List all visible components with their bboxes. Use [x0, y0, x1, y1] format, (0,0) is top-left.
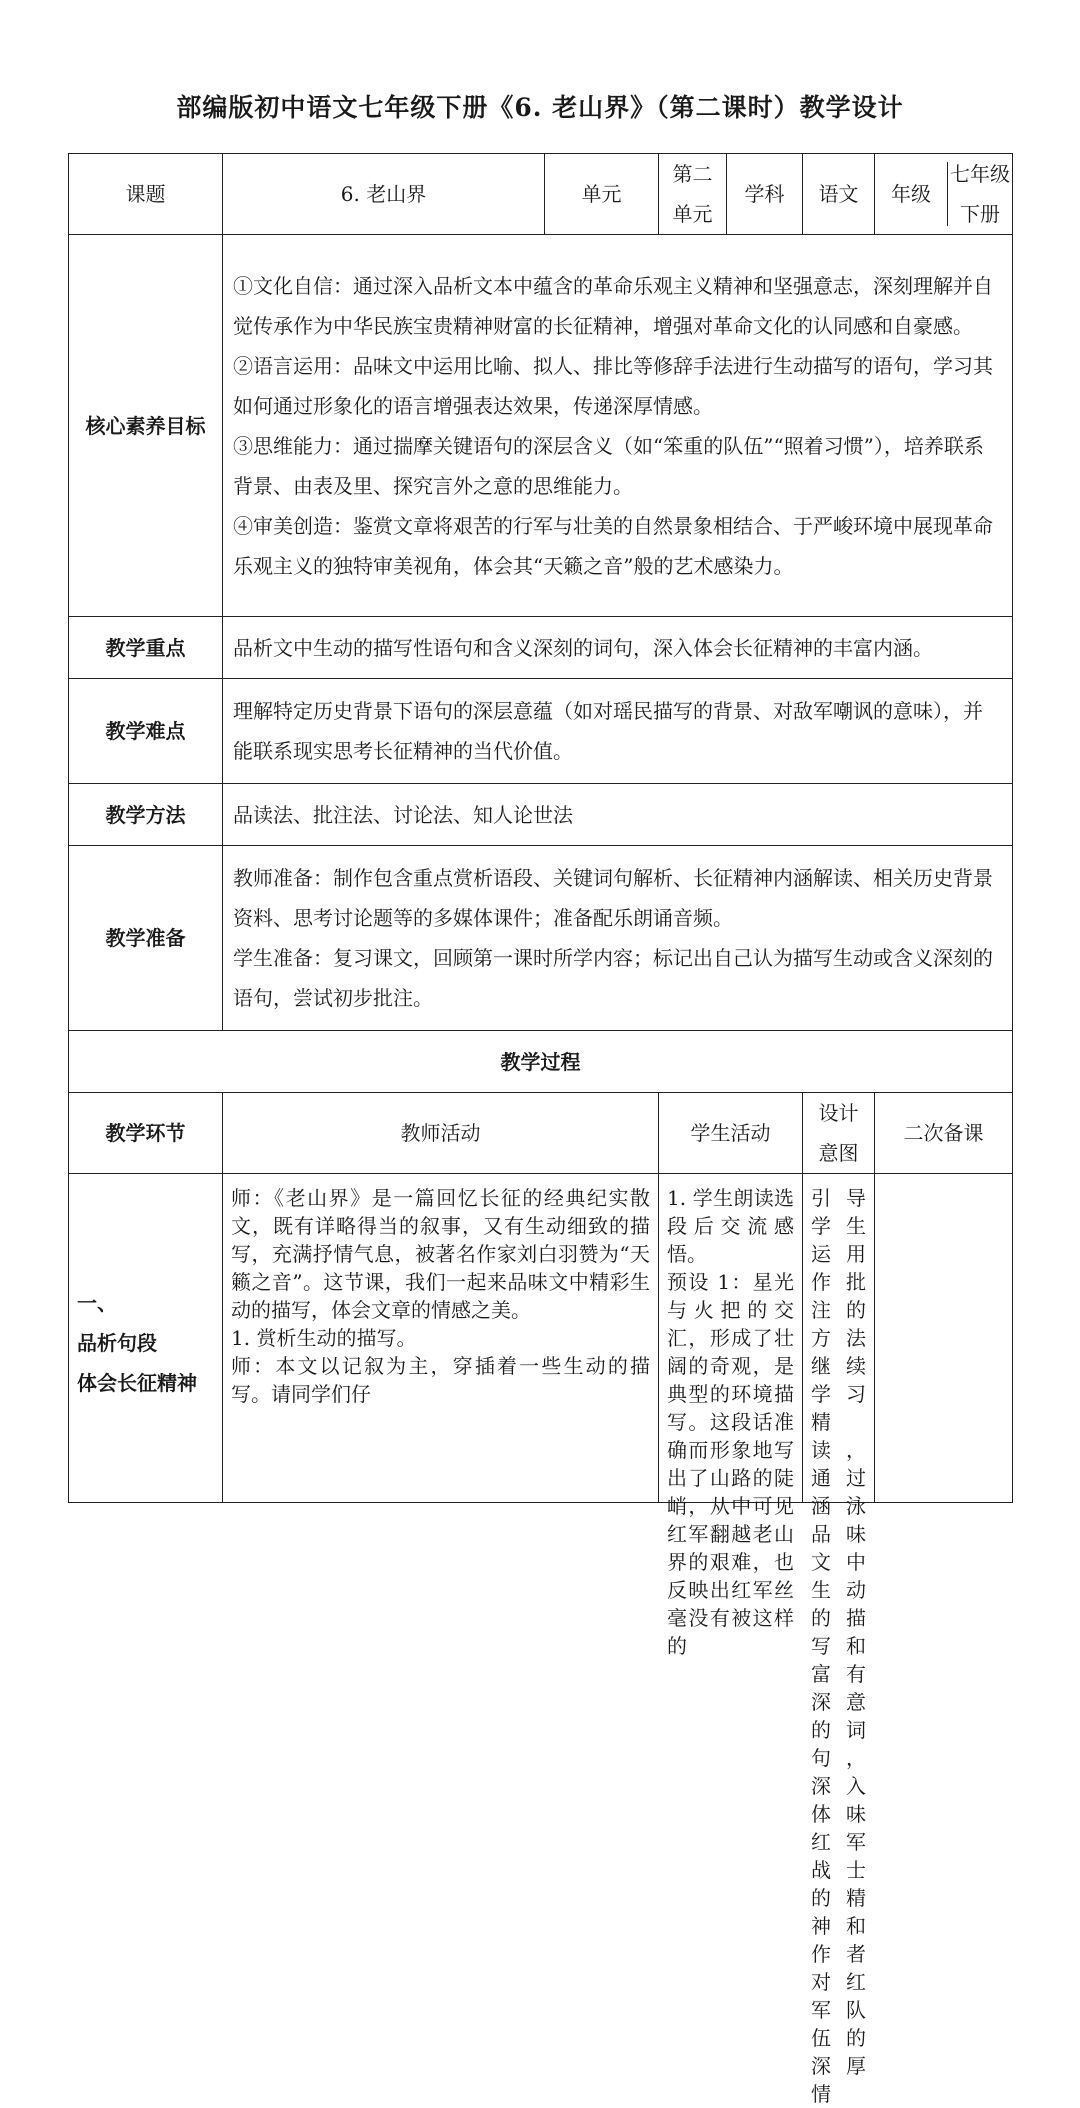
header-row	[69, 154, 1013, 235]
second-prep-cell	[875, 1174, 1013, 1503]
topic-label: 课题	[69, 154, 223, 235]
teacher-activity-text: 师：本文以记叙为主，穿插着一些生动的描写。请同学们仔	[231, 1354, 651, 1406]
grade-label: 年级	[875, 162, 948, 226]
prep-row	[69, 846, 1013, 1031]
unit-value: 第二单元	[659, 154, 727, 235]
teacher-activity-text: 1. 赏析生动的描写。	[231, 1326, 417, 1350]
process-title: 教学过程	[69, 1031, 1013, 1093]
goal-item: ④审美创造：鉴赏文章将艰苦的行军与壮美的自然景象相结合、于严峻环境中展现革命乐观主义的独特审美视角，体会其“天籁之音”般的艺术感染力。	[233, 513, 993, 578]
goals-row	[69, 235, 1013, 617]
subject-label: 学科	[727, 154, 803, 235]
goal-item: ②语言运用：品味文中运用比喻、拟人、排比等修辞手法进行生动描写的语句，学习其如何通过形象化的语言增强表达效果，传递深厚情感。	[233, 353, 993, 418]
stage-line: 品析句段	[77, 1331, 157, 1355]
col-student: 学生活动	[659, 1093, 803, 1174]
method-label: 教学方法	[69, 784, 223, 846]
key-point-label: 教学重点	[69, 617, 223, 679]
col-teacher: 教师活动	[223, 1093, 659, 1174]
col-stage: 教学环节	[69, 1093, 223, 1174]
col-second-prep: 二次备课	[875, 1093, 1013, 1174]
unit-label: 单元	[545, 154, 659, 235]
stage-cell	[69, 1174, 223, 1503]
student-prep: 学生准备：复习课文，回顾第一课时所学内容；标记出自己认为描写生动或含义深刻的语句，尝试初步批注。	[233, 946, 993, 1010]
student-activity-cell	[659, 1174, 803, 1658]
process-row	[69, 1174, 1013, 1503]
design-intent-text: 引导学生运用作批注的方法继续学习精读，通过涵泳品味文中生动的描写和富有深意的词句，深入体味红军战士的精神和作者对红军队伍的深厚情	[811, 1186, 867, 2106]
key-point-text: 品析文中生动的描写性语句和含义深刻的词句，深入体会长征精神的丰富内涵。	[223, 617, 1013, 679]
stage-line: 体会长征精神	[77, 1371, 197, 1395]
prep-content	[223, 846, 1013, 1031]
document-title: 部编版初中语文七年级下册《6. 老山界》（第二课时）教学设计	[176, 93, 904, 122]
student-activity-text: 预设 1：星光与火把的交汇，形成了壮阔的奇观，是典型的环境描写。这段话准确而形象地写出了山路的陡峭，从中可见红军翻越老山界的艰难，也反映出红军丝毫没有被这样的	[667, 1270, 795, 1658]
key-point-row	[69, 617, 1013, 679]
goal-item: ①文化自信：通过深入品析文本中蕴含的革命乐观主义精神和坚强意志，深刻理解并自觉传承作为中华民族宝贵精神财富的长征精神，增强对革命文化的认同感和自豪感。	[233, 273, 993, 338]
stage-line: 一、	[77, 1291, 117, 1315]
difficulty-row	[69, 679, 1013, 784]
goals-label: 核心素养目标	[69, 235, 223, 617]
student-activity-text: 1. 学生朗读选段后交流感悟。	[667, 1186, 795, 1266]
goal-item: ③思维能力：通过揣摩关键语句的深层含义（如“笨重的队伍”“照着习惯”），培养联系背景、由表及里、探究言外之意的思维能力。	[233, 433, 984, 498]
process-title-row	[69, 1031, 1013, 1093]
teacher-prep: 教师准备：制作包含重点赏析语段、关键词句解析、长征精神内涵解读、相关历史背景资料、思考讨论题等的多媒体课件；准备配乐朗诵音频。	[233, 866, 993, 930]
grade-value: 七年级下册	[950, 162, 1011, 226]
difficulty-label: 教学难点	[69, 679, 223, 784]
teacher-activity-text: 师：《老山界》是一篇回忆长征的经典纪实散文，既有详略得当的叙事，又有生动细致的描写，充满抒情气息，被著名作家刘白羽赞为“天籁之音”。这节课，我们一起来品味文中精彩生动的描写，体会文章的情感之美。	[231, 1186, 651, 1322]
teacher-activity-cell	[223, 1174, 659, 1503]
method-row	[69, 784, 1013, 846]
prep-label: 教学准备	[69, 846, 223, 1031]
process-header-row	[69, 1093, 1013, 1174]
method-text: 品读法、批注法、讨论法、知人论世法	[223, 784, 1013, 846]
col-intent: 设计意图	[803, 1093, 875, 1174]
grade-cell	[875, 154, 1013, 235]
subject-value: 语文	[803, 154, 875, 235]
topic-value: 6. 老山界	[223, 154, 545, 235]
lesson-plan-table	[68, 153, 1013, 2106]
goals-content	[223, 235, 1013, 617]
design-intent-cell	[803, 1174, 875, 2106]
difficulty-text: 理解特定历史背景下语句的深层意蕴（如对瑶民描写的背景、对敌军嘲讽的意味），并能联系现实思考长征精神的当代价值。	[223, 679, 1013, 784]
